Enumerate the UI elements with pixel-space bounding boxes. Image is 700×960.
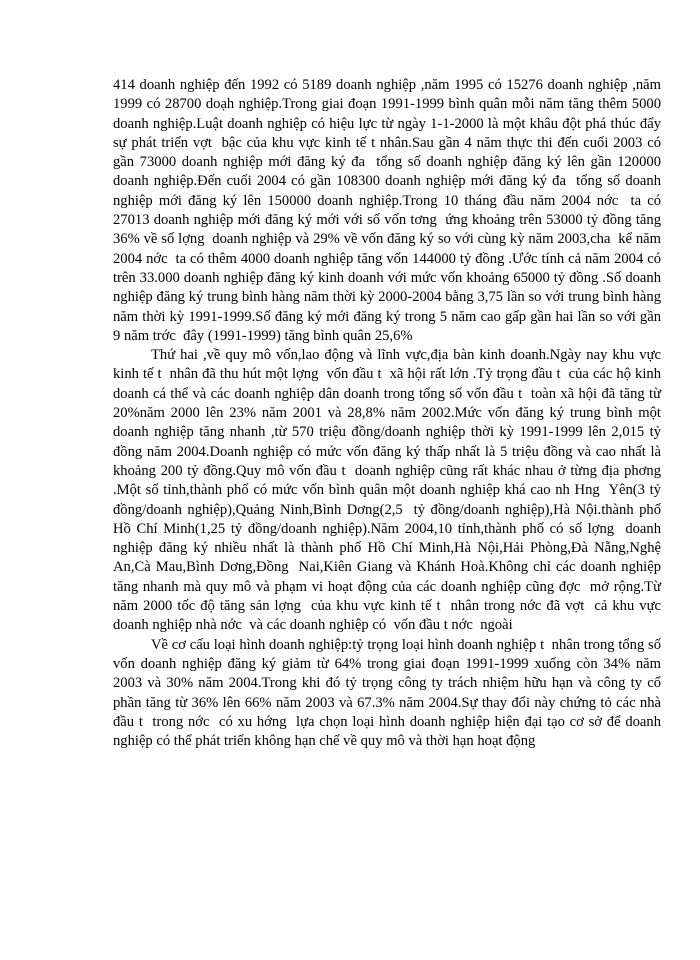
paragraph-enterprise-structure: Về cơ cấu loại hình doanh nghiệp:tỷ trọng loại hình doanh nghiệp t nhân trong tổng số vốn doanh nghiệp đăng ký giảm từ 64% trong giai đoạn 1991-1999 xuống còn 34% năm 2003 và 30% năm 2004.Trong khi đó tỷ trọng công ty trách nhiệm hữu hạn và công ty cổ phần tăng từ 36% lên 66% năm 2003 và 67.3% năm 2004.Sự thay đổi này chứng tỏ các nhà đầu t trong nớc có xu hớng lựa chọn loại hình doanh nghiệp hiện đại tạo cơ sở để doanh nghiệp có thể phát triển không hạn chế về quy mô và thời hạn hoạt động	[113, 636, 665, 750]
document-page	[113, 76, 665, 751]
paragraph-capital-scale: Thứ hai ,về quy mô vốn,lao động và lĩnh vực,địa bàn kinh doanh.Ngày nay khu vực kinh tế t nhân đã thu hút một lợng vốn đầu t xã hội rất lớn .Tỷ trọng đầu t của các hộ kinh doanh cá thể và các doanh nghiệp dân doanh trong tổng số vốn đầu t toàn xã hội đã tăng từ 20%năm 2000 lên 23% năm 2001 và 28,8% năm 2002.Mức vốn đăng ký trung bình một doanh nghiệp tăng nhanh ,từ 570 triệu đồng/doanh nghiệp thời kỳ 1991-1999 lên 2,015 tỷ đồng năm 2004.Doanh nghiệp có mức vốn đăng ký thấp nhất là 5 triệu đồng và cao nhất là khoảng 200 tỷ đồng.Quy mô vốn đầu t doanh nghiệp cũng rất khác nhau ở từng địa phơng .Một số tỉnh,thành phố có mức vốn bình quân một doanh nghiệp khá cao nh Hng Yên(3 tỷ đồng/doanh nghiệp),Quảng Ninh,Bình Dơng(2,5 tỷ đồng/doanh nghiệp),Hà Nội.thành phố Hồ Chí Minh(1,25 tỷ đồng/doanh nghiệp).Năm 2004,10 tỉnh,thành phố có số lợng doanh nghiệp đăng ký nhiều nhất là thành phố Hồ Chí Minh,Hà Nội,Hải Phòng,Đà Nẵng,Nghệ An,Cà Mau,Bình Dơng,Đồng Nai,Kiên Giang và Khánh Hoà.Không chỉ các doanh nghiệp tăng nhanh mà quy mô và phạm vi hoạt động của các doanh nghiệp cũng đợc mở rộng.Từ năm 2000 tốc độ tăng sản lợng của khu vực kinh tế t nhân trong nớc đã vợt cả khu vực doanh nghiệp nhà nớc và các doanh nghiệp có vốn đầu t nớc ngoài	[113, 347, 665, 634]
paragraph-registration-growth: 414 doanh nghiệp đến 1992 có 5189 doanh nghiệp ,năm 1995 có 15276 doanh nghiệp ,năm 1999 có 28700 doạh nghiệp.Trong giai đoạn 1991-1999 bình quân mỗi năm tăng thêm 5000 doanh nghiệp.Luật doanh nghiệp có hiệu lực từ ngày 1-1-2000 là một khâu đột phá thúc đẩy sự phát triển vợt bậc của khu vực kinh tế t nhân.Sau gần 4 năm thực thi đến cuối 2003 có gần 73000 doanh nghiệp mới đăng ký đa tổng số doanh nghiệp đăng ký lên gần 120000 doanh nghiệp.Đến cuối 2004 có gần 108300 doanh nghiệp mới đăng ký đa tổng số doanh nghiệp mới đăng ký lên 150000 doanh nghiệp.Trong 10 tháng đầu năm 2004 nớc ta có 27013 doanh nghiệp mới đăng ký mới với số vốn tơng ứng khoảng trên 53000 tỷ đồng tăng 36% về số lợng doanh nghiệp và 29% về vốn đăng ký so với cùng kỳ năm 2003,cha kể năm 2004 nớc ta có thêm 4000 doanh nghiệp tăng vốn 144000 tỷ đồng .Ước tính cả năm 2004 có trên 33.000 doanh nghiệp đăng ký kinh doanh với mức vốn khoảng 65000 tỷ đồng .Số doanh nghiệp đăng ký trung bình hàng năm thời kỳ 2000-2004 bằng 3,75 lần so với trung bình hàng năm thời kỳ 1991-1999.Số đăng ký mới đăng ký trong 5 năm cao gấp gần hai lần so với gần 9 năm trớc đây (1991-1999) tăng bình quân 25,6%	[113, 77, 665, 344]
